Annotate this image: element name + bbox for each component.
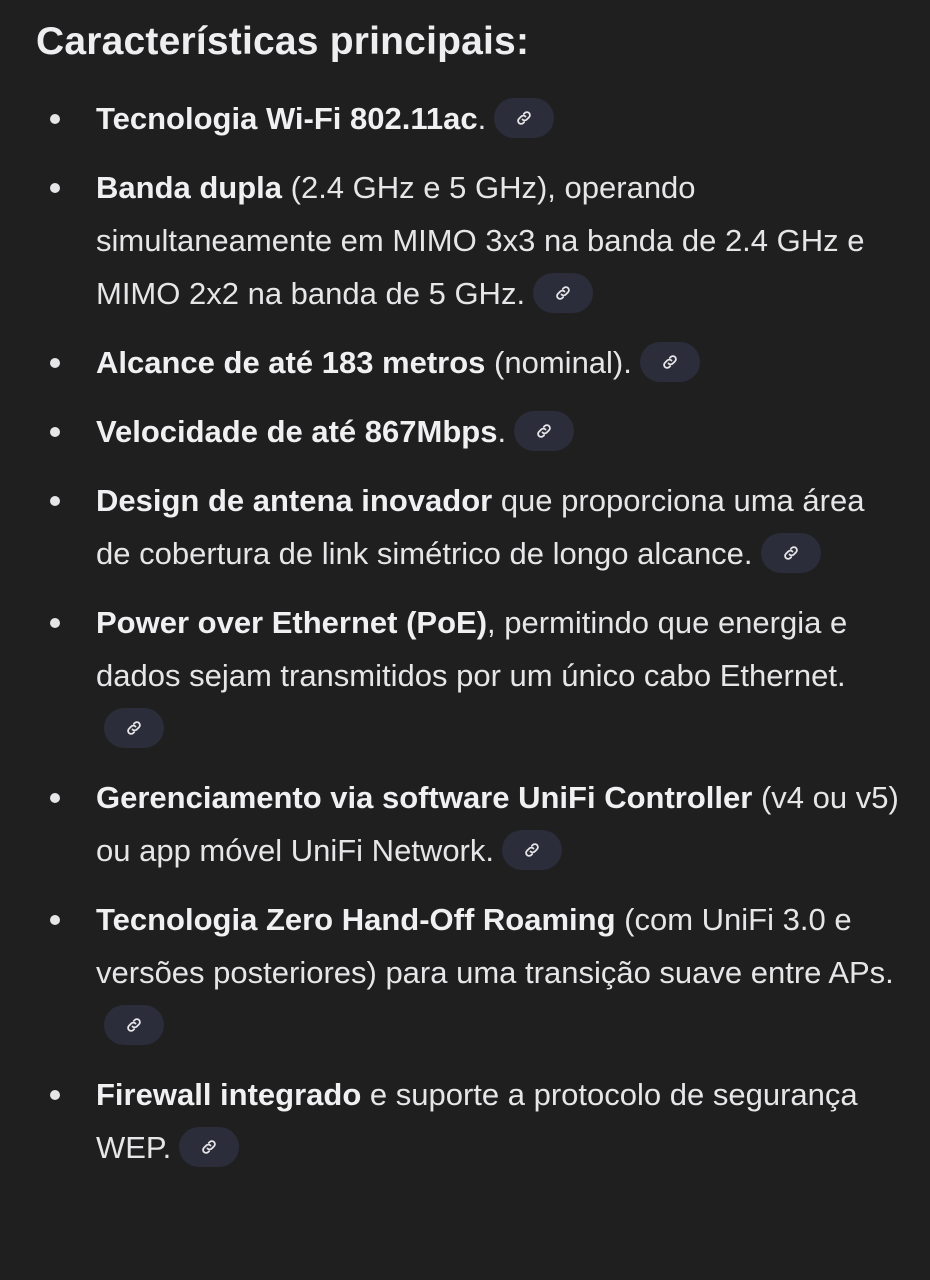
link-icon bbox=[782, 544, 800, 562]
link-icon bbox=[125, 719, 143, 737]
feature-item bbox=[0, 92, 930, 145]
feature-bold-text: Power over Ethernet (PoE) bbox=[96, 605, 488, 640]
link-icon bbox=[125, 1016, 143, 1034]
source-link-button[interactable] bbox=[494, 98, 554, 138]
feature-bold-text: Firewall integrado bbox=[96, 1077, 362, 1112]
feature-text: que proporciona uma área de cobertura de link simétrico de longo alcance. bbox=[96, 483, 865, 571]
link-icon bbox=[200, 1138, 218, 1156]
feature-item bbox=[0, 405, 930, 458]
source-link-button[interactable] bbox=[640, 342, 700, 382]
link-icon bbox=[515, 109, 533, 127]
feature-item bbox=[0, 474, 930, 580]
bullet-icon bbox=[50, 183, 60, 193]
features-list bbox=[0, 92, 930, 1190]
source-link-button[interactable] bbox=[761, 533, 821, 573]
feature-item bbox=[0, 1068, 930, 1174]
feature-text: . bbox=[477, 101, 487, 136]
feature-text: . bbox=[497, 414, 507, 449]
feature-text: e suporte a protocolo de segurança WEP. bbox=[96, 1077, 858, 1165]
source-link-button[interactable] bbox=[104, 708, 164, 748]
bullet-icon bbox=[50, 618, 60, 628]
source-link-button[interactable] bbox=[502, 830, 562, 870]
bullet-icon bbox=[50, 358, 60, 368]
link-icon bbox=[554, 284, 572, 302]
link-icon bbox=[523, 841, 541, 859]
feature-bold-text: Banda dupla bbox=[96, 170, 283, 205]
source-link-button[interactable] bbox=[179, 1127, 239, 1167]
link-icon bbox=[535, 422, 553, 440]
feature-text: (nominal). bbox=[485, 345, 632, 380]
feature-item bbox=[0, 596, 930, 755]
link-icon bbox=[661, 353, 679, 371]
feature-bold-text: Alcance de até 183 metros bbox=[96, 345, 486, 380]
feature-item bbox=[0, 336, 930, 389]
bullet-icon bbox=[50, 427, 60, 437]
feature-bold-text: Tecnologia Wi-Fi 802.11ac bbox=[96, 101, 478, 136]
source-link-button[interactable] bbox=[533, 273, 593, 313]
bullet-icon bbox=[50, 496, 60, 506]
feature-text: (com UniFi 3.0 e versões posteriores) para uma transição suave entre APs. bbox=[96, 902, 894, 990]
feature-bold-text: Design de antena inovador bbox=[96, 483, 493, 518]
bullet-icon bbox=[50, 793, 60, 803]
feature-text: , permitindo que energia e dados sejam transmitidos por um único cabo Ethernet. bbox=[96, 605, 848, 693]
source-link-button[interactable] bbox=[104, 1005, 164, 1045]
feature-bold-text: Gerenciamento via software UniFi Controller bbox=[96, 780, 753, 815]
source-link-button[interactable] bbox=[514, 411, 574, 451]
feature-text: (2.4 GHz e 5 GHz), operando simultaneamente em MIMO 3x3 na banda de 2.4 GHz e MIMO 2x2 na banda de 5 GHz. bbox=[96, 170, 865, 311]
feature-text: (v4 ou v5) ou app móvel UniFi Network. bbox=[96, 780, 899, 868]
feature-bold-text: Velocidade de até 867Mbps bbox=[96, 414, 498, 449]
feature-item bbox=[0, 893, 930, 1052]
feature-item bbox=[0, 161, 930, 320]
feature-item bbox=[0, 771, 930, 877]
section-heading: Características principais: bbox=[36, 20, 530, 63]
feature-bold-text: Tecnologia Zero Hand-Off Roaming bbox=[96, 902, 616, 937]
bullet-icon bbox=[50, 915, 60, 925]
bullet-icon bbox=[50, 114, 60, 124]
bullet-icon bbox=[50, 1090, 60, 1100]
